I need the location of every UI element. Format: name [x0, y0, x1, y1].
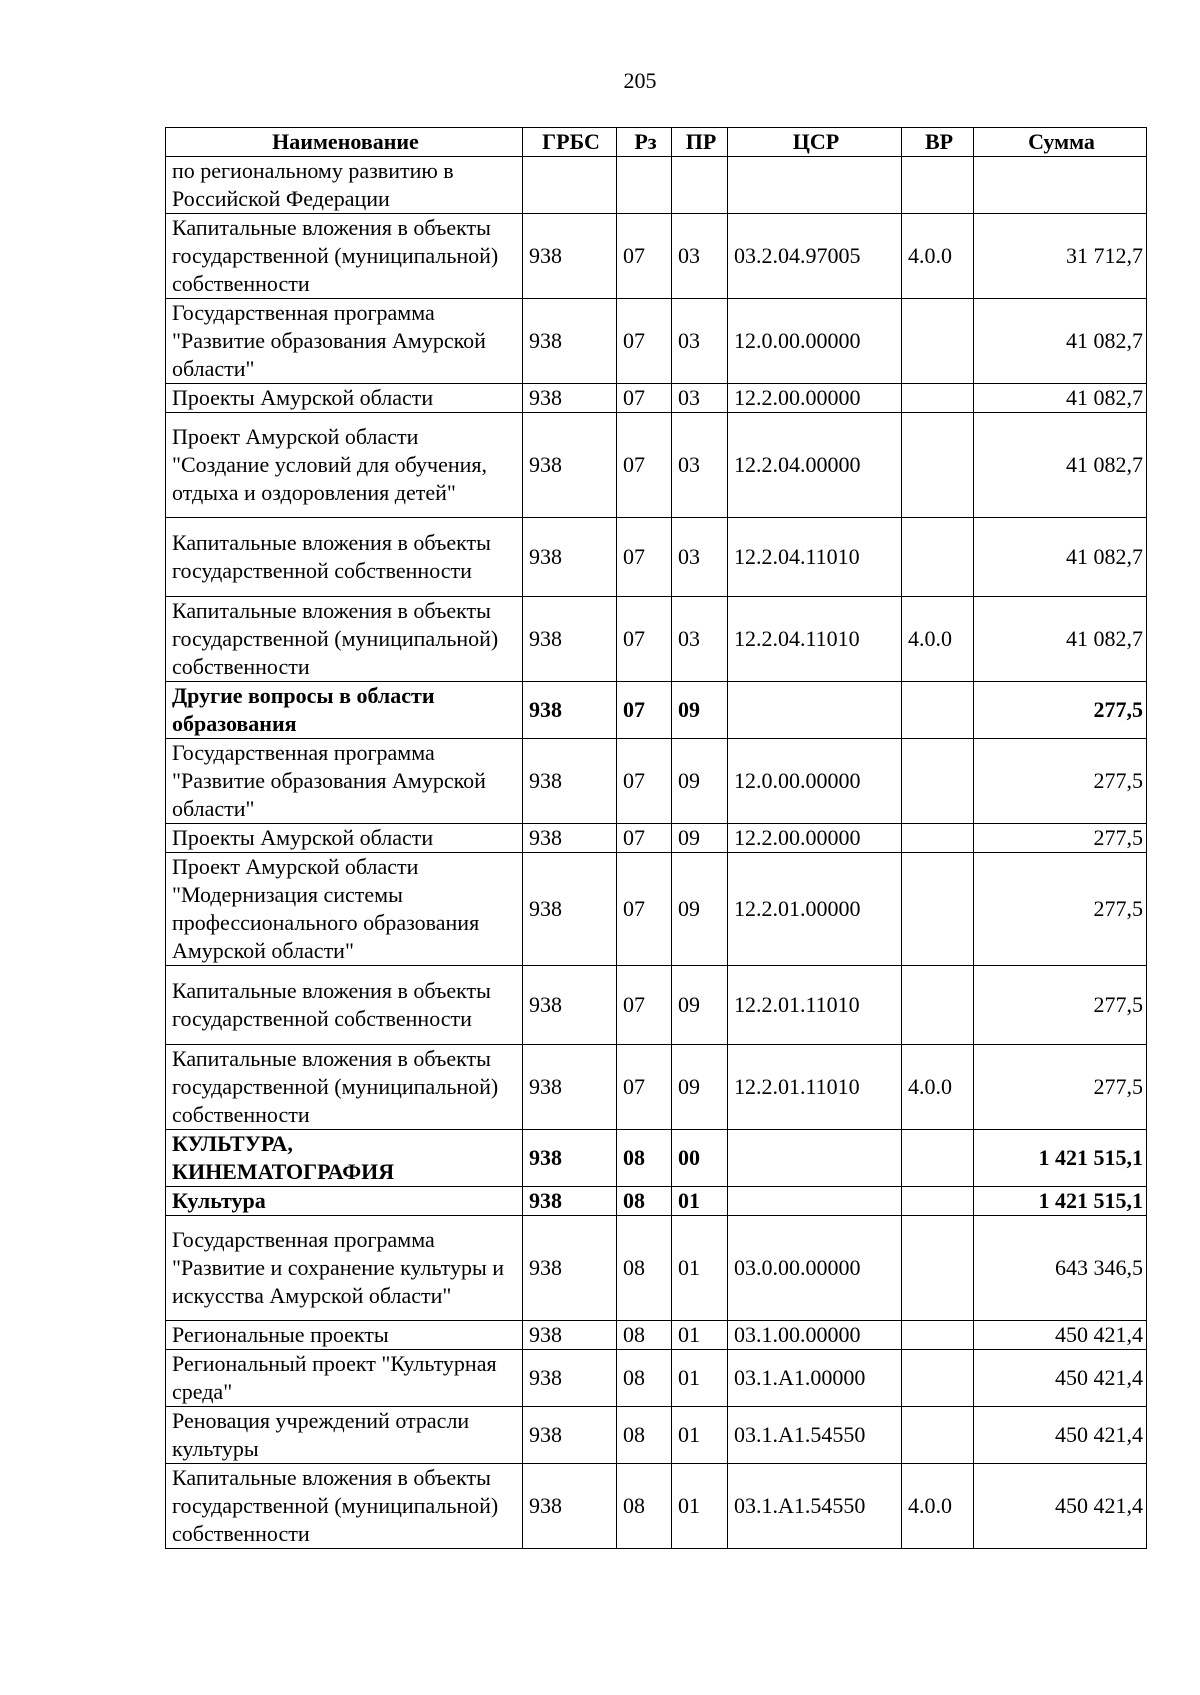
table-header-row — [166, 128, 1147, 157]
cell-grbs: 938 — [523, 1464, 617, 1549]
cell-grbs: 938 — [523, 853, 617, 966]
table-row — [166, 682, 1147, 739]
cell-sum: 277,5 — [974, 966, 1147, 1045]
cell-name: Государственная программа "Развитие образования Амурской области" — [166, 299, 523, 384]
cell-name: КУЛЬТУРА, КИНЕМАТОГРАФИЯ — [166, 1130, 523, 1187]
cell-grbs: 938 — [523, 384, 617, 413]
cell-grbs: 938 — [523, 413, 617, 518]
cell-vr — [902, 853, 974, 966]
cell-grbs: 938 — [523, 1045, 617, 1130]
cell-grbs: 938 — [523, 966, 617, 1045]
cell-pr: 00 — [672, 1130, 728, 1187]
cell-sum: 450 421,4 — [974, 1321, 1147, 1350]
cell-name: Реновация учреждений отрасли культуры — [166, 1407, 523, 1464]
cell-rz: 07 — [617, 966, 672, 1045]
budget-table — [165, 127, 1147, 1549]
cell-pr: 03 — [672, 384, 728, 413]
cell-rz: 07 — [617, 413, 672, 518]
cell-rz: 07 — [617, 597, 672, 682]
cell-rz: 08 — [617, 1216, 672, 1321]
cell-name: Капитальные вложения в объекты государственной собственности — [166, 966, 523, 1045]
cell-rz: 07 — [617, 824, 672, 853]
cell-csr: 03.0.00.00000 — [728, 1216, 902, 1321]
cell-csr: 12.2.04.11010 — [728, 518, 902, 597]
cell-vr — [902, 518, 974, 597]
cell-vr: 4.0.0 — [902, 1464, 974, 1549]
cell-name: Региональные проекты — [166, 1321, 523, 1350]
cell-rz — [617, 157, 672, 214]
cell-pr — [672, 157, 728, 214]
cell-name: Капитальные вложения в объекты государственной (муниципальной) собственности — [166, 597, 523, 682]
table-row — [166, 157, 1147, 214]
cell-sum: 1 421 515,1 — [974, 1187, 1147, 1216]
cell-rz: 07 — [617, 299, 672, 384]
cell-grbs: 938 — [523, 1216, 617, 1321]
column-header-name: Наименование — [166, 128, 523, 157]
cell-sum: 450 421,4 — [974, 1464, 1147, 1549]
cell-csr: 03.1.A1.54550 — [728, 1407, 902, 1464]
cell-name: Проект Амурской области "Создание условий для обучения, отдыха и оздоровления детей" — [166, 413, 523, 518]
cell-pr: 03 — [672, 299, 728, 384]
cell-vr — [902, 1350, 974, 1407]
table-row — [166, 1045, 1147, 1130]
cell-grbs: 938 — [523, 299, 617, 384]
cell-vr — [902, 1321, 974, 1350]
cell-grbs: 938 — [523, 1321, 617, 1350]
cell-sum: 31 712,7 — [974, 214, 1147, 299]
cell-grbs — [523, 157, 617, 214]
cell-vr — [902, 1407, 974, 1464]
cell-rz: 07 — [617, 214, 672, 299]
cell-pr: 09 — [672, 1045, 728, 1130]
table-row — [166, 299, 1147, 384]
cell-rz: 08 — [617, 1407, 672, 1464]
cell-vr — [902, 384, 974, 413]
cell-pr: 01 — [672, 1464, 728, 1549]
cell-grbs: 938 — [523, 1350, 617, 1407]
cell-csr: 12.2.00.00000 — [728, 384, 902, 413]
cell-sum — [974, 157, 1147, 214]
column-header-rz: Рз — [617, 128, 672, 157]
cell-csr: 03.1.00.00000 — [728, 1321, 902, 1350]
cell-csr: 12.2.00.00000 — [728, 824, 902, 853]
cell-pr: 09 — [672, 966, 728, 1045]
table-row — [166, 966, 1147, 1045]
table-row — [166, 1350, 1147, 1407]
cell-rz: 07 — [617, 518, 672, 597]
cell-vr — [902, 299, 974, 384]
cell-grbs: 938 — [523, 1407, 617, 1464]
cell-vr — [902, 824, 974, 853]
cell-pr: 01 — [672, 1407, 728, 1464]
cell-csr — [728, 157, 902, 214]
cell-grbs: 938 — [523, 1130, 617, 1187]
table-row — [166, 853, 1147, 966]
cell-csr — [728, 682, 902, 739]
cell-csr: 12.2.04.11010 — [728, 597, 902, 682]
cell-pr: 09 — [672, 682, 728, 739]
cell-sum: 277,5 — [974, 739, 1147, 824]
table-row — [166, 1464, 1147, 1549]
cell-csr: 12.2.01.00000 — [728, 853, 902, 966]
column-header-vr: ВР — [902, 128, 974, 157]
cell-grbs: 938 — [523, 214, 617, 299]
cell-csr: 03.1.A1.00000 — [728, 1350, 902, 1407]
cell-name: Капитальные вложения в объекты государственной (муниципальной) собственности — [166, 1045, 523, 1130]
cell-pr: 01 — [672, 1216, 728, 1321]
cell-sum: 41 082,7 — [974, 413, 1147, 518]
table-row — [166, 518, 1147, 597]
cell-rz: 07 — [617, 682, 672, 739]
cell-sum: 41 082,7 — [974, 597, 1147, 682]
page-number: 205 — [623, 68, 657, 93]
cell-name: Проект Амурской области "Модернизация системы профессионального образования Амурской области" — [166, 853, 523, 966]
cell-csr: 12.2.01.11010 — [728, 1045, 902, 1130]
table-row — [166, 739, 1147, 824]
cell-vr: 4.0.0 — [902, 597, 974, 682]
table-row — [166, 384, 1147, 413]
cell-csr — [728, 1187, 902, 1216]
cell-rz: 08 — [617, 1130, 672, 1187]
table-row — [166, 824, 1147, 853]
cell-sum: 41 082,7 — [974, 384, 1147, 413]
table-row — [166, 1321, 1147, 1350]
cell-vr — [902, 157, 974, 214]
cell-rz: 08 — [617, 1321, 672, 1350]
cell-pr: 03 — [672, 597, 728, 682]
cell-sum: 1 421 515,1 — [974, 1130, 1147, 1187]
cell-grbs: 938 — [523, 824, 617, 853]
cell-csr: 03.1.A1.54550 — [728, 1464, 902, 1549]
cell-vr — [902, 1130, 974, 1187]
cell-name: Капитальные вложения в объекты государственной собственности — [166, 518, 523, 597]
cell-name: Капитальные вложения в объекты государственной (муниципальной) собственности — [166, 1464, 523, 1549]
cell-sum: 277,5 — [974, 853, 1147, 966]
table-row — [166, 1216, 1147, 1321]
cell-pr: 03 — [672, 214, 728, 299]
cell-pr: 09 — [672, 739, 728, 824]
column-header-grbs: ГРБС — [523, 128, 617, 157]
cell-sum: 277,5 — [974, 1045, 1147, 1130]
cell-vr: 4.0.0 — [902, 214, 974, 299]
cell-grbs: 938 — [523, 597, 617, 682]
cell-vr — [902, 739, 974, 824]
cell-vr — [902, 1187, 974, 1216]
cell-rz: 07 — [617, 384, 672, 413]
table-row — [166, 1130, 1147, 1187]
cell-pr: 01 — [672, 1350, 728, 1407]
cell-grbs: 938 — [523, 739, 617, 824]
cell-pr: 01 — [672, 1187, 728, 1216]
table-row — [166, 413, 1147, 518]
cell-vr: 4.0.0 — [902, 1045, 974, 1130]
cell-csr — [728, 1130, 902, 1187]
cell-pr: 09 — [672, 824, 728, 853]
cell-name: Капитальные вложения в объекты государственной (муниципальной) собственности — [166, 214, 523, 299]
cell-sum: 450 421,4 — [974, 1407, 1147, 1464]
cell-grbs: 938 — [523, 1187, 617, 1216]
cell-name: Проекты Амурской области — [166, 384, 523, 413]
cell-grbs: 938 — [523, 682, 617, 739]
table-row — [166, 214, 1147, 299]
cell-sum: 277,5 — [974, 682, 1147, 739]
cell-sum: 643 346,5 — [974, 1216, 1147, 1321]
cell-pr: 03 — [672, 413, 728, 518]
cell-rz: 08 — [617, 1464, 672, 1549]
cell-vr — [902, 1216, 974, 1321]
cell-name: Государственная программа "Развитие и сохранение культуры и искусства Амурской области" — [166, 1216, 523, 1321]
cell-name: по региональному развитию в Российской Федерации — [166, 157, 523, 214]
column-header-pr: ПР — [672, 128, 728, 157]
cell-vr — [902, 682, 974, 739]
cell-name: Проекты Амурской области — [166, 824, 523, 853]
cell-sum: 41 082,7 — [974, 518, 1147, 597]
table-row — [166, 1187, 1147, 1216]
cell-rz: 08 — [617, 1350, 672, 1407]
cell-csr: 12.2.01.11010 — [728, 966, 902, 1045]
column-header-csr: ЦСР — [728, 128, 902, 157]
cell-pr: 03 — [672, 518, 728, 597]
cell-pr: 01 — [672, 1321, 728, 1350]
cell-sum: 277,5 — [974, 824, 1147, 853]
cell-sum: 41 082,7 — [974, 299, 1147, 384]
table-row — [166, 1407, 1147, 1464]
table-body — [166, 157, 1147, 1549]
cell-name: Культура — [166, 1187, 523, 1216]
cell-csr: 12.0.00.00000 — [728, 299, 902, 384]
cell-vr — [902, 966, 974, 1045]
cell-name: Государственная программа "Развитие образования Амурской области" — [166, 739, 523, 824]
cell-csr: 12.0.00.00000 — [728, 739, 902, 824]
cell-rz: 07 — [617, 1045, 672, 1130]
cell-sum: 450 421,4 — [974, 1350, 1147, 1407]
cell-pr: 09 — [672, 853, 728, 966]
cell-rz: 08 — [617, 1187, 672, 1216]
cell-name: Региональный проект "Культурная среда" — [166, 1350, 523, 1407]
cell-rz: 07 — [617, 739, 672, 824]
cell-rz: 07 — [617, 853, 672, 966]
cell-csr: 12.2.04.00000 — [728, 413, 902, 518]
column-header-sum: Сумма — [974, 128, 1147, 157]
cell-csr: 03.2.04.97005 — [728, 214, 902, 299]
cell-name: Другие вопросы в области образования — [166, 682, 523, 739]
table-row — [166, 597, 1147, 682]
cell-vr — [902, 413, 974, 518]
cell-grbs: 938 — [523, 518, 617, 597]
